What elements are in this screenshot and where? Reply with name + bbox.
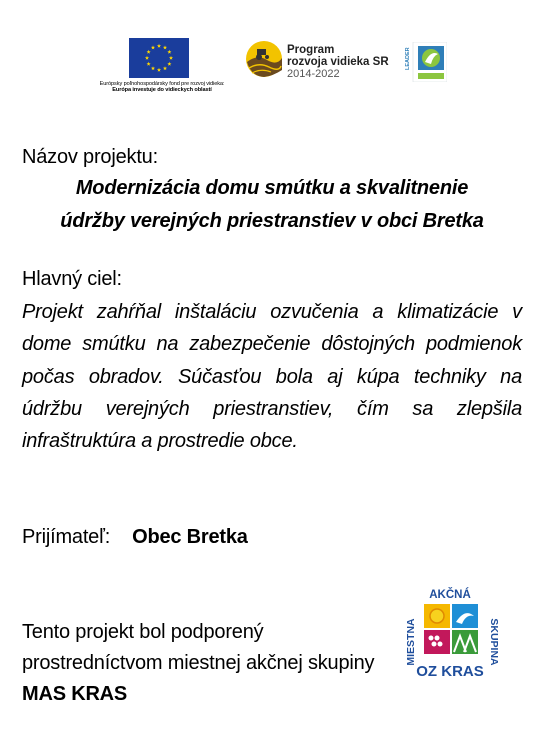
leader-logo [405,42,447,82]
eu-flag-icon [129,38,189,78]
support-statement [22,617,382,710]
eu-star-icon [147,62,151,66]
eu-star-icon [145,56,149,60]
prv-title-line2: rozvoja vidieka SR [287,56,389,68]
prv-title-line1: Program [287,44,335,56]
eu-star-icon [151,45,155,49]
project-title-line1: Modernizácia domu smútku a skvalitnenie [75,177,469,199]
eu-star-icon [157,68,161,72]
oz-kras-logo [398,586,508,706]
mas-emblem-icon [424,604,478,654]
recipient-value: Obec Bretka [132,526,248,548]
eu-fund-caption: Európsky poľnohospodársky fond pre rozvoj vidieka: [99,81,225,87]
support-group-name: MAS KRAS [22,683,128,705]
mas-right-label: SKUPINA [488,618,500,666]
eu-fund-logo [92,38,232,93]
eu-star-icon [167,62,171,66]
project-title-line2: údržby verejných priestranstiev v obci Bretka [60,210,484,232]
main-goal-label: Hlavný ciel: [22,268,122,290]
eu-star-icon [147,50,151,54]
eu-star-icon [157,44,161,48]
eu-star-icon [169,56,173,60]
project-title [22,172,522,238]
eu-star-icon [167,50,171,54]
recipient-label: Prijímateľ: [22,526,111,548]
main-goal-text: Projekt zahŕňal inštaláciu ozvučenia a klimatizácie v dome smútku na zabezpečenie dôstojných podmienok počas obradov. Súčasťou bola aj kúpa techniky na údržbu verejných priestranstiev, čím sa zlepšila infraštruktúra a prostredie obce. [22,301,522,453]
recipient-row [22,523,522,551]
mas-top-label: AKČNÁ [429,589,471,601]
prv-years: 2014-2022 [287,68,340,80]
leader-label: LEADER [405,47,411,70]
mas-bottom-label: OZ KRAS [416,663,484,680]
support-text: Tento projekt bol podporený prostredníctvom miestnej akčnej skupiny [22,621,375,674]
eu-star-icon [163,45,167,49]
project-name-label: Názov projektu: [22,146,158,168]
eu-star-icon [163,66,167,70]
eu-star-icon [151,66,155,70]
eu-fund-slogan: Európa investuje do vidieckych oblastí [112,87,212,93]
tractor-field-icon [245,40,283,78]
mas-left-label: MIESTNA [405,618,417,666]
